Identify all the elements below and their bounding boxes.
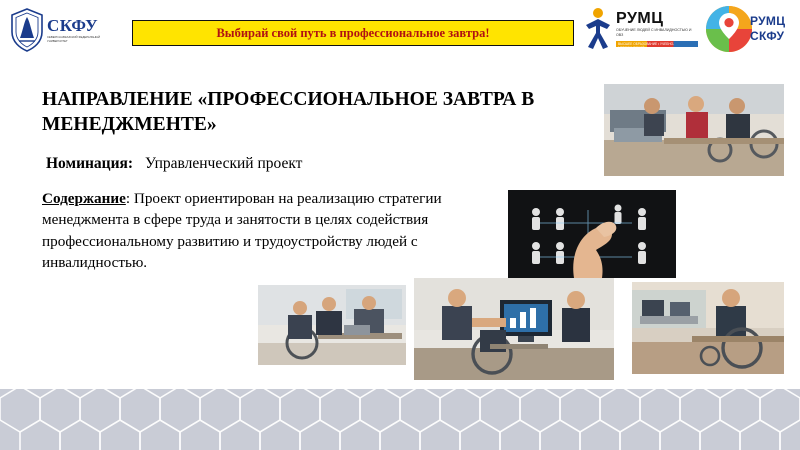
map-pin-icon bbox=[719, 13, 739, 39]
rumc-strip-text: ВЫСШЕЕ ОБРАЗОВАНИЕ • УЧЕБНО-МЕТОДИЧЕСКИЙ bbox=[618, 41, 675, 50]
content-paragraph bbox=[42, 188, 512, 273]
slide-header bbox=[0, 0, 800, 60]
photo-workplace-wheelchair bbox=[632, 282, 784, 374]
photo-hand-org-chart bbox=[508, 190, 676, 278]
badge-line2: СКФУ bbox=[750, 29, 785, 43]
nomination-value: Управленческий проект bbox=[144, 155, 303, 172]
content-text: : Проект ориентирован на реализацию стратегии менеджмента в сфере труда и занятости в целях содействия профессиональному развитию и трудоустройству людей с инвалидностью. bbox=[42, 190, 442, 271]
nomination-line bbox=[46, 155, 566, 173]
rumc-figure-icon bbox=[580, 7, 616, 49]
content-label: Содержание bbox=[42, 190, 126, 207]
photo-office-meeting-wheelchair bbox=[258, 285, 406, 365]
footer-ornament bbox=[0, 386, 800, 450]
skfu-emblem-icon bbox=[10, 8, 44, 52]
geometric-ornament-band bbox=[0, 386, 800, 450]
photo-classroom-wheelchair bbox=[604, 84, 784, 176]
slogan-banner bbox=[132, 20, 574, 46]
university-logo bbox=[10, 5, 115, 55]
rumc-skfu-badge bbox=[706, 4, 796, 56]
slogan-text: Выбирай свой путь в профессиональное завтра! bbox=[216, 25, 490, 40]
rumc-abbrev: РУМЦ bbox=[616, 10, 664, 27]
photo-presentation-meeting bbox=[414, 278, 614, 380]
university-fullname: СЕВЕРО-КАВКАЗСКИЙ ФЕДЕРАЛЬНЫЙ УНИВЕРСИТЕТ bbox=[47, 34, 100, 43]
nomination-label: Номинация: bbox=[46, 155, 134, 172]
rumc-subtitle: ОБУЧЕНИЕ ЛЮДЕЙ С ИНВАЛИДНОСТЬЮ И ОВЗ bbox=[616, 28, 692, 38]
university-wordmark bbox=[47, 17, 113, 44]
rumc-logo bbox=[580, 7, 700, 55]
page-title: НАПРАВЛЕНИЕ «ПРОФЕССИОНАЛЬНОЕ ЗАВТРА В МЕНЕДЖМЕНТЕ» bbox=[42, 89, 535, 135]
badge-line1: РУМЦ bbox=[750, 14, 786, 28]
university-abbrev: СКФУ bbox=[47, 15, 99, 35]
